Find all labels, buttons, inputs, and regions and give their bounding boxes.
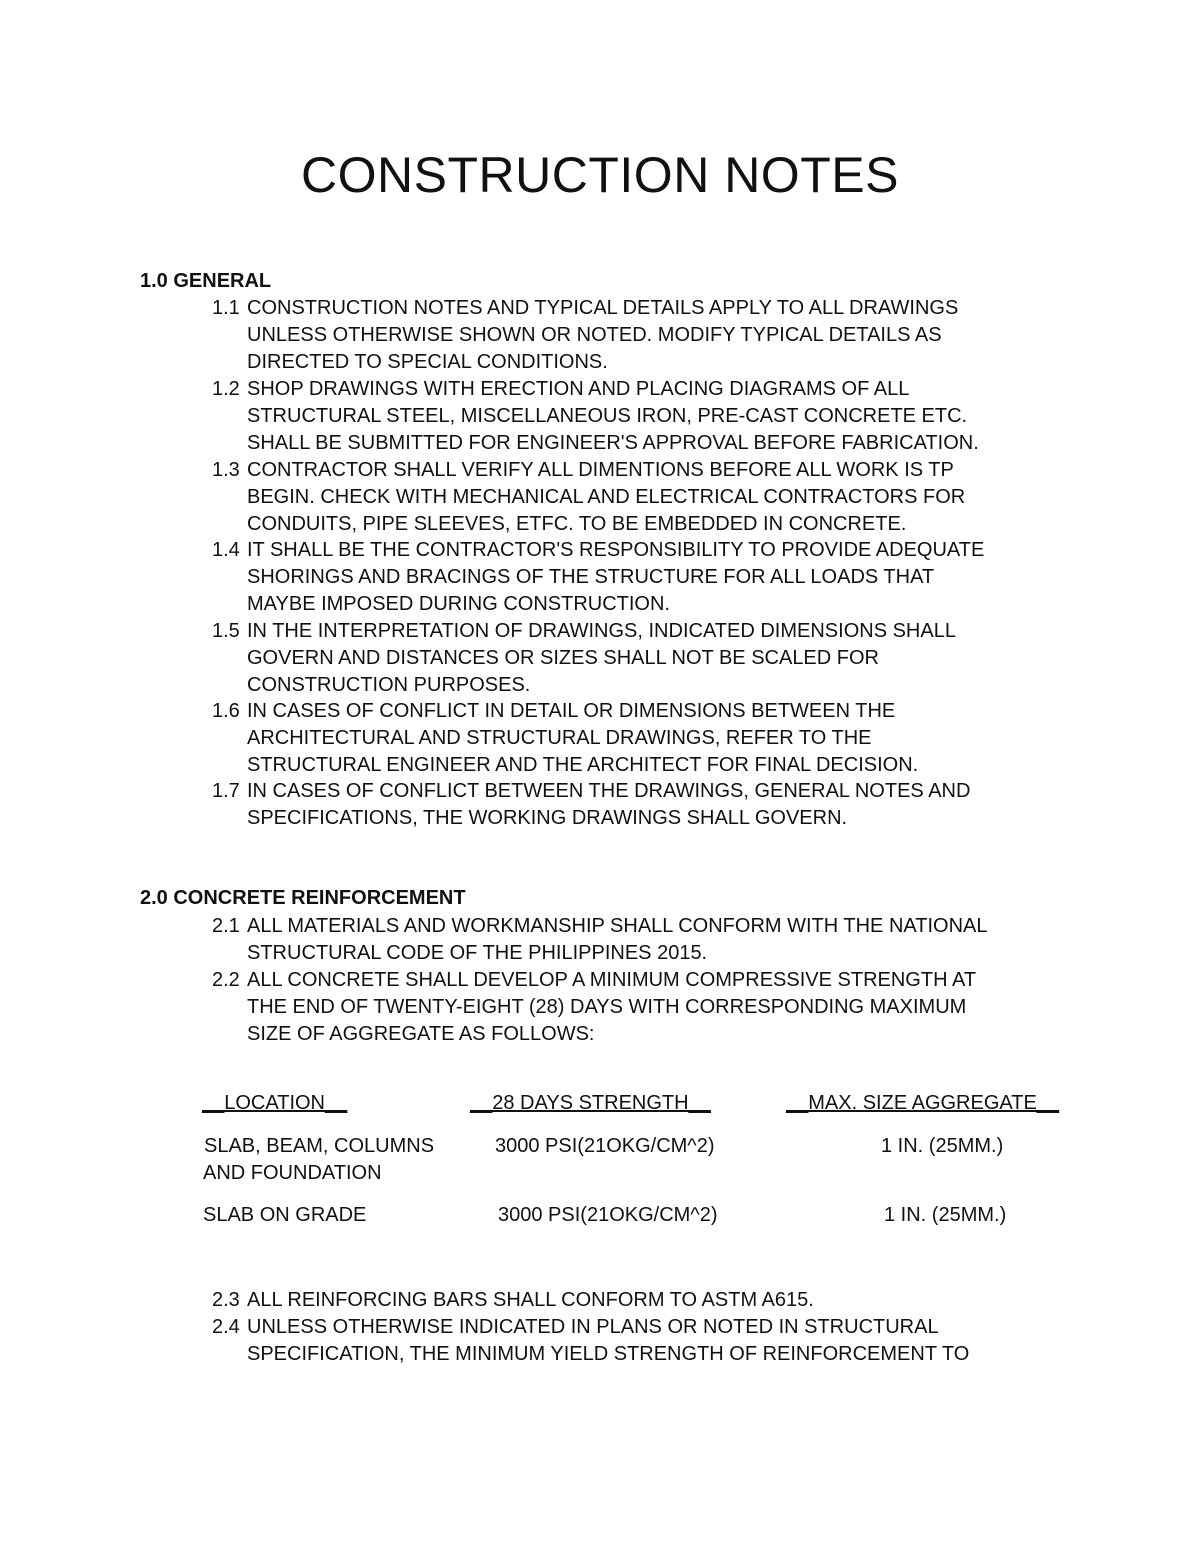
note-line: SHALL BE SUBMITTED FOR ENGINEER'S APPROVAL BEFORE FABRICATION. <box>247 432 979 454</box>
table-header-aggregate: __MAX. SIZE AGGREGATE__ <box>786 1092 1060 1114</box>
note-line: ALL REINFORCING BARS SHALL CONFORM TO ASTM A615. <box>247 1289 814 1311</box>
note-number: 2.1 <box>212 915 240 937</box>
note-line: THE END OF TWENTY-EIGHT (28) DAYS WITH CORRESPONDING MAXIMUM <box>247 996 967 1018</box>
section-heading-general: 1.0 GENERAL <box>140 270 272 292</box>
note-number: 2.2 <box>212 969 240 991</box>
note-line: STRUCTURAL ENGINEER AND THE ARCHITECT FOR FINAL DECISION. <box>247 754 919 776</box>
note-line: CONSTRUCTION PURPOSES. <box>247 674 531 696</box>
note-2-2 <box>212 967 1087 1048</box>
note-line: ALL CONCRETE SHALL DEVELOP A MINIMUM COMPRESSIVE STRENGTH AT <box>247 969 977 991</box>
note-1-2 <box>212 376 1087 457</box>
note-line: ARCHITECTURAL AND STRUCTURAL DRAWINGS, REFER TO THE <box>247 727 872 749</box>
note-line: ALL MATERIALS AND WORKMANSHIP SHALL CONFORM WITH THE NATIONAL <box>247 915 988 937</box>
note-line: UNLESS OTHERWISE INDICATED IN PLANS OR NOTED IN STRUCTURAL <box>247 1316 939 1338</box>
table-header-location: __LOCATION__ <box>202 1092 348 1114</box>
note-line: SPECIFICATIONS, THE WORKING DRAWINGS SHALL GOVERN. <box>247 807 848 829</box>
note-line: BEGIN. CHECK WITH MECHANICAL AND ELECTRICAL CONTRACTORS FOR <box>247 486 966 508</box>
table-cell-location: AND FOUNDATION <box>203 1162 382 1184</box>
note-line: CONDUITS, PIPE SLEEVES, ETFC. TO BE EMBEDDED IN CONCRETE. <box>247 513 907 535</box>
note-line: SHORINGS AND BRACINGS OF THE STRUCTURE FOR ALL LOADS THAT <box>247 566 935 588</box>
table-cell-strength: 3000 PSI(21OKG/CM^2) <box>498 1204 718 1226</box>
note-line: DIRECTED TO SPECIAL CONDITIONS. <box>247 351 608 373</box>
note-2-1 <box>212 913 1087 967</box>
note-line: CONTRACTOR SHALL VERIFY ALL DIMENTIONS BEFORE ALL WORK IS TP <box>247 459 954 481</box>
note-number: 1.7 <box>212 780 240 802</box>
table-cell-aggregate: 1 IN. (25MM.) <box>884 1204 1007 1226</box>
note-number: 2.3 <box>212 1289 240 1311</box>
note-line: IN THE INTERPRETATION OF DRAWINGS, INDICATED DIMENSIONS SHALL <box>247 620 956 642</box>
note-line: UNLESS OTHERWISE SHOWN OR NOTED. MODIFY TYPICAL DETAILS AS <box>247 324 942 346</box>
note-line: STRUCTURAL STEEL, MISCELLANEOUS IRON, PRE-CAST CONCRETE ETC. <box>247 405 968 427</box>
table-cell-location: SLAB ON GRADE <box>203 1204 367 1226</box>
note-number: 1.6 <box>212 700 240 722</box>
page-title: CONSTRUCTION NOTES <box>301 147 899 203</box>
note-1-6 <box>212 698 1087 779</box>
note-line: STRUCTURAL CODE OF THE PHILIPPINES 2015. <box>247 942 708 964</box>
note-number: 1.1 <box>212 297 240 319</box>
note-2-3 <box>212 1287 1087 1314</box>
table-cell-location: SLAB, BEAM, COLUMNS <box>204 1135 435 1157</box>
note-2-4 <box>212 1314 1087 1368</box>
note-number: 1.3 <box>212 459 240 481</box>
table-cell-aggregate: 1 IN. (25MM.) <box>881 1135 1004 1157</box>
note-1-5 <box>212 618 1087 699</box>
note-line: IN CASES OF CONFLICT IN DETAIL OR DIMENSIONS BETWEEN THE <box>247 700 896 722</box>
note-1-7 <box>212 778 1087 832</box>
table-header-strength: __28 DAYS STRENGTH__ <box>470 1092 711 1114</box>
note-line: SPECIFICATION, THE MINIMUM YIELD STRENGTH OF REINFORCEMENT TO <box>247 1343 970 1365</box>
section-heading-concrete-reinforcement: 2.0 CONCRETE REINFORCEMENT <box>140 887 466 909</box>
note-number: 2.4 <box>212 1316 240 1338</box>
note-line: SIZE OF AGGREGATE AS FOLLOWS: <box>247 1023 595 1045</box>
note-1-3 <box>212 457 1087 538</box>
note-line: GOVERN AND DISTANCES OR SIZES SHALL NOT BE SCALED FOR <box>247 647 879 669</box>
table-cell-strength: 3000 PSI(21OKG/CM^2) <box>495 1135 715 1157</box>
note-line: IT SHALL BE THE CONTRACTOR'S RESPONSIBILITY TO PROVIDE ADEQUATE <box>247 539 985 561</box>
note-number: 1.2 <box>212 378 240 400</box>
note-number: 1.4 <box>212 539 240 561</box>
note-1-1 <box>212 295 1087 376</box>
note-line: SHOP DRAWINGS WITH ERECTION AND PLACING DIAGRAMS OF ALL <box>247 378 910 400</box>
note-line: IN CASES OF CONFLICT BETWEEN THE DRAWINGS, GENERAL NOTES AND <box>247 780 971 802</box>
note-line: MAYBE IMPOSED DURING CONSTRUCTION. <box>247 593 670 615</box>
note-1-4 <box>212 537 1087 618</box>
note-number: 1.5 <box>212 620 240 642</box>
note-line: CONSTRUCTION NOTES AND TYPICAL DETAILS APPLY TO ALL DRAWINGS <box>247 297 959 319</box>
